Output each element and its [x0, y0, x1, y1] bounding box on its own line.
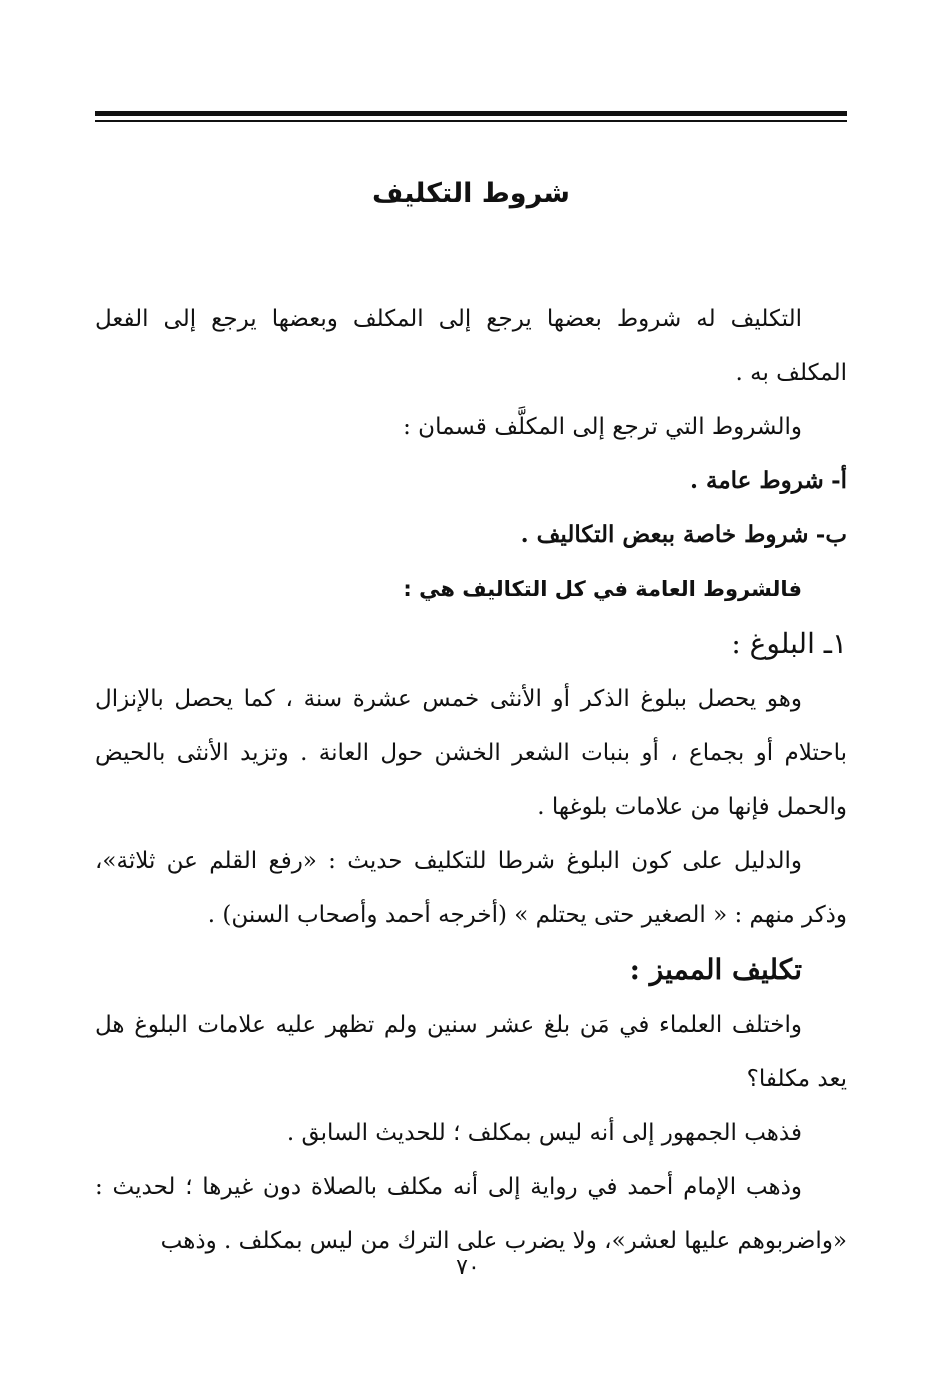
page-content	[95, 292, 847, 1268]
list-item-text: شروط عامة .	[690, 467, 824, 494]
paragraph-categories: والشروط التي ترجع إلى المكلَّف قسمان :	[403, 414, 802, 440]
page-title: شروط التكليف	[372, 178, 570, 209]
page-number: ٧٠	[456, 1255, 480, 1280]
section-heading-puberty: ١ـ البلوغ :	[731, 627, 847, 660]
paragraph-majority: فذهب الجمهور إلى أنه ليس بمكلف ؛ للحديث السابق .	[286, 1120, 802, 1146]
paragraph-disagreement: واختلف العلماء في مَن بلغ عشر سنين ولم تظهر عليه علامات البلوغ هل يعد مكلفا؟	[95, 1012, 847, 1092]
paragraph-evidence: والدليل على كون البلوغ شرطا للتكليف حديث : «رفع القلم عن ثلاثة»، وذكر منهم : « الصغير حتى يحتلم » (أخرجه أحمد وأصحاب السنن) .	[95, 848, 847, 928]
header-rule-thick	[95, 111, 847, 116]
list-item-specific	[95, 508, 847, 562]
paragraph-intro: التكليف له شروط بعضها يرجع إلى المكلف وبعضها يرجع إلى الفعل المكلف به .	[95, 306, 847, 386]
header-rule-thin	[95, 120, 847, 122]
list-marker: ب-	[815, 521, 847, 548]
section-heading-discerning: تكليف المميز :	[629, 953, 802, 986]
list-item-general	[95, 454, 847, 508]
list-item-text: شروط خاصة ببعض التكاليف .	[520, 521, 809, 548]
subheading-general-conditions: فالشروط العامة في كل التكاليف هي :	[403, 577, 802, 601]
list-marker: أ-	[831, 467, 847, 494]
paragraph-puberty: وهو يحصل ببلوغ الذكر أو الأنثى خمس عشرة سنة ، كما يحصل بالإنزال باحتلام أو بجماع ، أو بنبات الشعر الخشن حول العانة . وتزيد الأنثى بالحيض والحمل فإنها من علامات بلوغها .	[95, 686, 847, 820]
paragraph-ahmad: وذهب الإمام أحمد في رواية إلى أنه مكلف بالصلاة دون غيرها ؛ لحديث : «واضربوهم عليها لعشر»، ولا يضرب على الترك من ليس بمكلف . وذهب	[95, 1174, 847, 1254]
